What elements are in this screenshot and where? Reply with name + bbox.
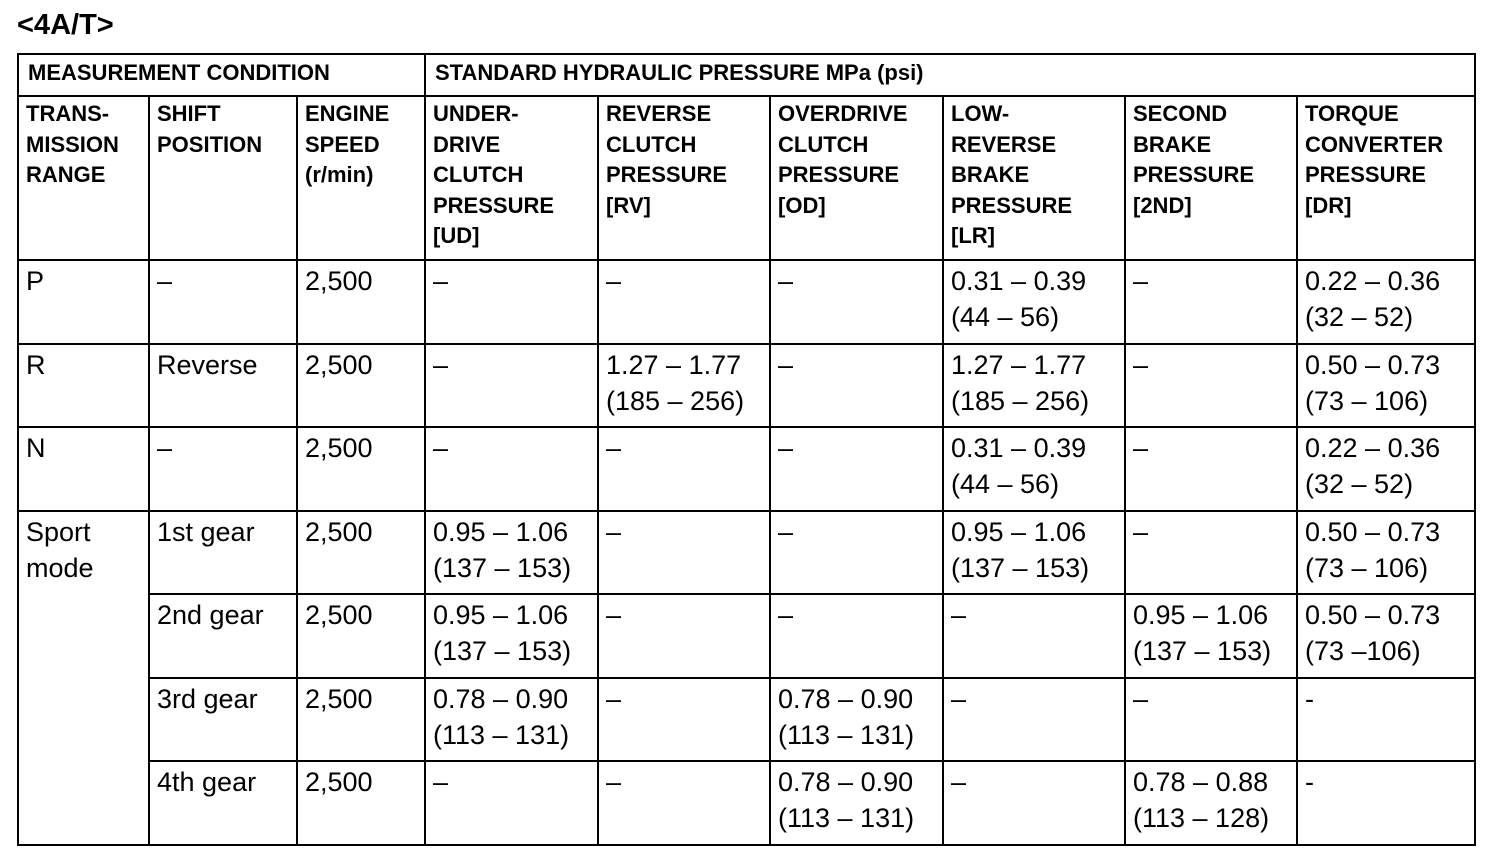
col-header-shift-position: SHIFT POSITION (149, 96, 297, 260)
cell-dr: 0.22 – 0.36 (32 – 52) (1297, 427, 1475, 511)
table-row (18, 344, 1475, 428)
header-row-group (18, 54, 1475, 96)
cell-ud: – (425, 344, 598, 428)
cell-rv: – (598, 260, 770, 344)
table-row (18, 761, 1475, 845)
col-header-overdrive-clutch: OVERDRIVE CLUTCH PRESSURE [OD] (770, 96, 943, 260)
col-header-second-brake: SECOND BRAKE PRESSURE [2ND] (1125, 96, 1297, 260)
cell-second: 0.95 – 1.06 (137 – 153) (1125, 594, 1297, 678)
cell-lr: – (943, 594, 1125, 678)
cell-dr: - (1297, 761, 1475, 845)
standard-pressure-header: STANDARD HYDRAULIC PRESSURE MPa (psi) (425, 54, 1475, 96)
cell-rv: – (598, 761, 770, 845)
cell-second: – (1125, 427, 1297, 511)
cell-ud: – (425, 761, 598, 845)
cell-range-sport-mode: Sport mode (18, 511, 149, 845)
table-row (18, 427, 1475, 511)
cell-od: – (770, 594, 943, 678)
cell-lr: – (943, 761, 1125, 845)
cell-dr: - (1297, 678, 1475, 762)
cell-lr: 0.95 – 1.06 (137 – 153) (943, 511, 1125, 595)
cell-ud: – (425, 260, 598, 344)
cell-od: – (770, 344, 943, 428)
cell-lr: 0.31 – 0.39 (44 – 56) (943, 260, 1125, 344)
cell-lr: 0.31 – 0.39 (44 – 56) (943, 427, 1125, 511)
cell-ud: 0.78 – 0.90 (113 – 131) (425, 678, 598, 762)
cell-rv: – (598, 594, 770, 678)
cell-rv: 1.27 – 1.77 (185 – 256) (598, 344, 770, 428)
col-header-reverse-clutch: REVERSE CLUTCH PRESSURE [RV] (598, 96, 770, 260)
cell-dr: 0.50 – 0.73 (73 – 106) (1297, 344, 1475, 428)
cell-engine-speed: 2,500 (297, 344, 425, 428)
cell-lr: 1.27 – 1.77 (185 – 256) (943, 344, 1125, 428)
cell-shift: 1st gear (149, 511, 297, 595)
cell-second: – (1125, 344, 1297, 428)
table-row (18, 594, 1475, 678)
cell-od: – (770, 511, 943, 595)
cell-shift: – (149, 427, 297, 511)
cell-rv: – (598, 427, 770, 511)
measurement-condition-header: MEASUREMENT CONDITION (18, 54, 425, 96)
cell-engine-speed: 2,500 (297, 427, 425, 511)
col-header-underdrive-clutch: UNDER- DRIVE CLUTCH PRESSURE [UD] (425, 96, 598, 260)
page-title: <4A/T> (17, 9, 114, 41)
cell-engine-speed: 2,500 (297, 260, 425, 344)
cell-od: – (770, 260, 943, 344)
cell-shift: Reverse (149, 344, 297, 428)
cell-ud: 0.95 – 1.06 (137 – 153) (425, 511, 598, 595)
cell-shift: 4th gear (149, 761, 297, 845)
cell-od: – (770, 427, 943, 511)
cell-ud: – (425, 427, 598, 511)
cell-engine-speed: 2,500 (297, 594, 425, 678)
cell-dr: 0.22 – 0.36 (32 – 52) (1297, 260, 1475, 344)
cell-shift: – (149, 260, 297, 344)
cell-ud: 0.95 – 1.06 (137 – 153) (425, 594, 598, 678)
cell-second: – (1125, 511, 1297, 595)
col-header-low-reverse-brake: LOW- REVERSE BRAKE PRESSURE [LR] (943, 96, 1125, 260)
header-row-columns (18, 96, 1475, 260)
cell-shift: 2nd gear (149, 594, 297, 678)
cell-rv: – (598, 511, 770, 595)
cell-second: 0.78 – 0.88 (113 – 128) (1125, 761, 1297, 845)
cell-dr: 0.50 – 0.73 (73 – 106) (1297, 511, 1475, 595)
col-header-torque-converter: TORQUE CONVERTER PRESSURE [DR] (1297, 96, 1475, 260)
cell-shift: 3rd gear (149, 678, 297, 762)
table-row (18, 511, 1475, 595)
cell-dr: 0.50 – 0.73 (73 –106) (1297, 594, 1475, 678)
cell-range: N (18, 427, 149, 511)
cell-od: 0.78 – 0.90 (113 – 131) (770, 761, 943, 845)
cell-od: 0.78 – 0.90 (113 – 131) (770, 678, 943, 762)
cell-rv: – (598, 678, 770, 762)
cell-second: – (1125, 678, 1297, 762)
cell-engine-speed: 2,500 (297, 761, 425, 845)
col-header-transmission-range: TRANS- MISSION RANGE (18, 96, 149, 260)
col-header-engine-speed: ENGINE SPEED (r/min) (297, 96, 425, 260)
cell-engine-speed: 2,500 (297, 511, 425, 595)
table-row (18, 678, 1475, 762)
hydraulic-pressure-table (17, 53, 1476, 846)
cell-second: – (1125, 260, 1297, 344)
cell-range: P (18, 260, 149, 344)
cell-lr: – (943, 678, 1125, 762)
table-row (18, 260, 1475, 344)
cell-range: R (18, 344, 149, 428)
cell-engine-speed: 2,500 (297, 678, 425, 762)
